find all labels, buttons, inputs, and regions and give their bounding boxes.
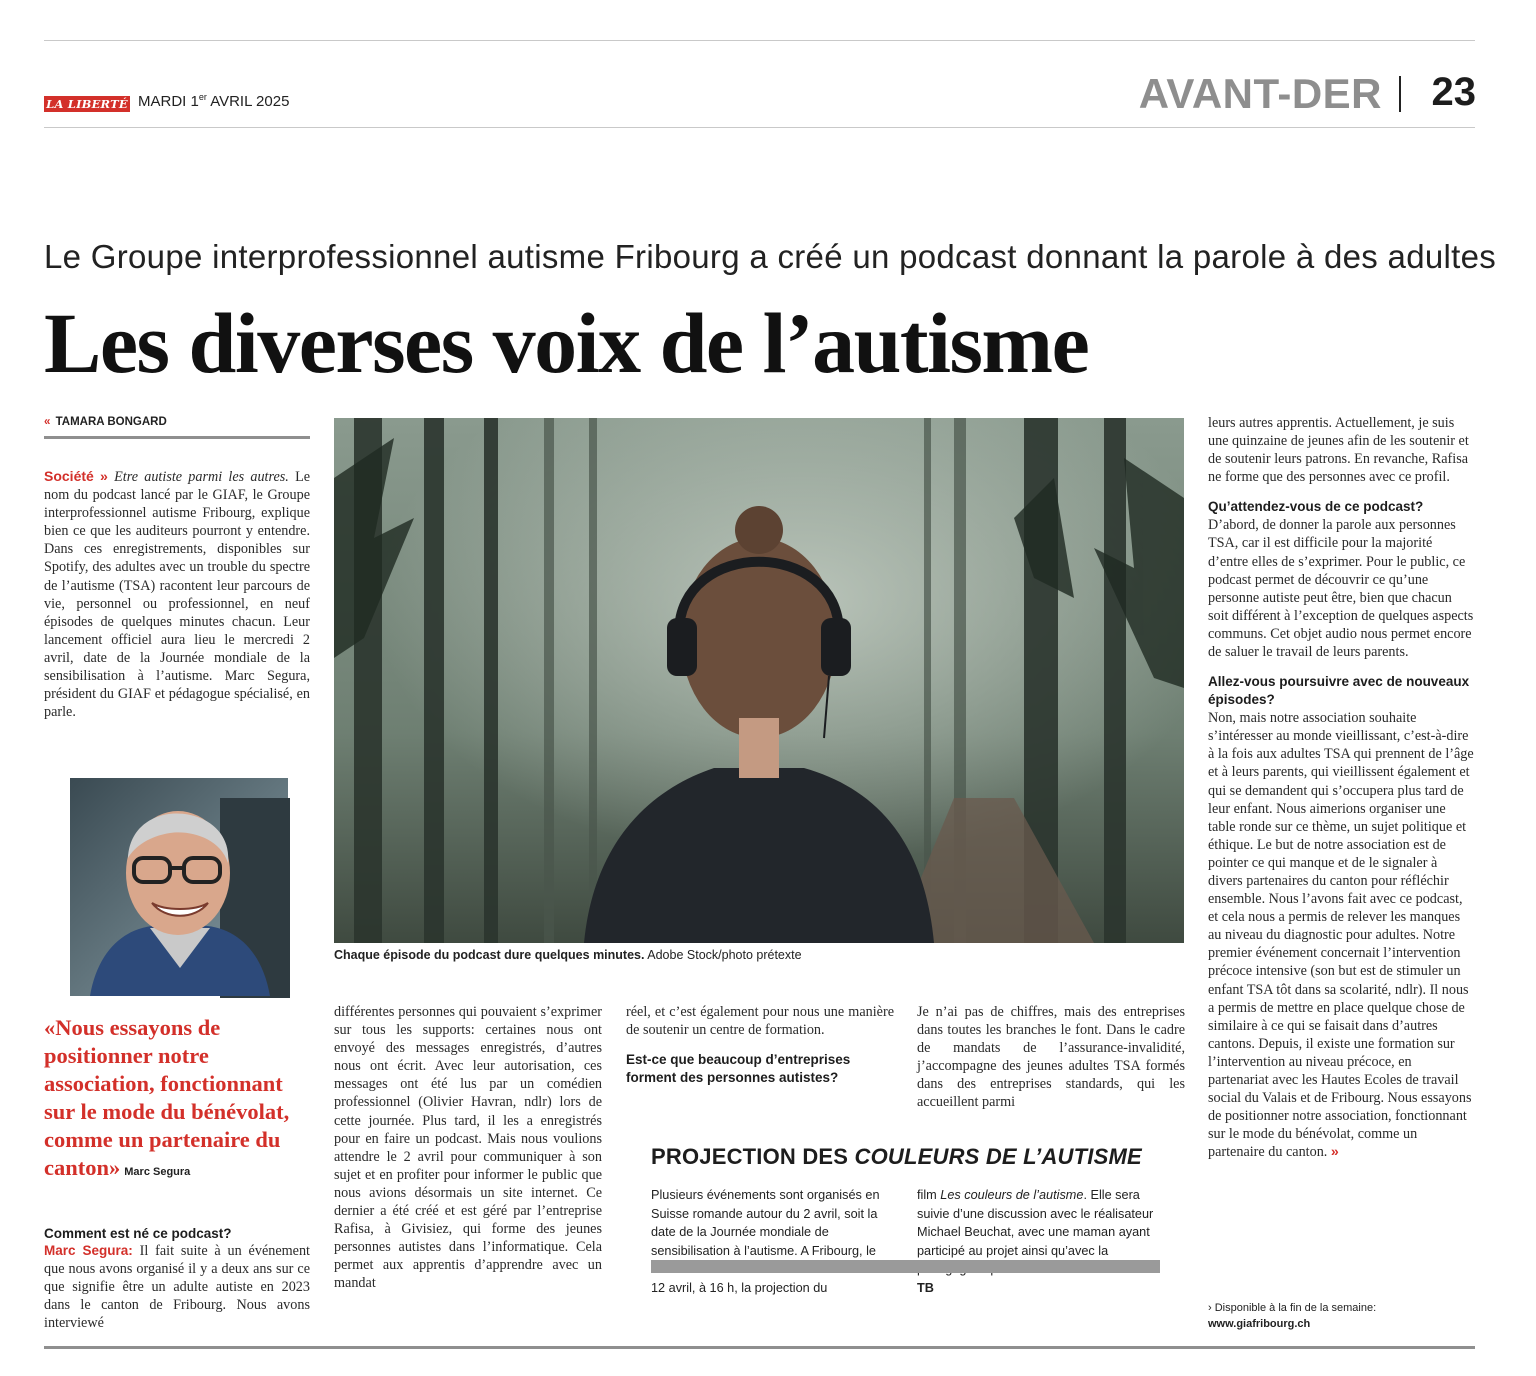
photo-caption: Chaque épisode du podcast dure quelques minutes. Adobe Stock/photo prétexte (334, 948, 802, 962)
forest-headphones-illustration (334, 418, 1184, 943)
body-column-5: leurs autres apprentis. Actuellement, je suis une quinzaine de jeunes afin de les soutenir et de soutenir leurs patrons. En revanche, Rafisa ne forme que des personnes avec ce profil. Qu’attendez-vous de ce podcast? D’abord, de donner la parole aux personnes TSA, car il est difficile pour la majorité d’entre elles de s’exprimer. Pour le public, ce podcast permet de découvrir ce qu’une personne autiste peut être, bien que chacun soit différent à l’exception de quelques aspects communs. Cet objet audio nous permet encore de saluer le travail de leurs parents. Allez-vous poursuivre avec de nouveaux épisodes? Non, mais notre association souhaite s’intéresser au monde vieillissant, c’est-à-dire à la fois aux adultes TSA qui prennent de l’âge et à leurs parents, qui vieillissent également et qui se demandent qui s’occupera plus tard de leur enfant. Nous aimerions organiser une table ronde sur ce thème, un sujet politique et éthique. Le but de notre association est de pointer ce qui manque et de le signaler à divers partenaires du canton pour réfléchir ensemble. Nous l’avons fait avec ce podcast, et cela nous a permis de relever les manques au niveau du diagnostic pour adultes. Notre premier événement concernait l’intervention précoce intensive (son but est de stimuler un enfant TSA tôt dans sa scolarité, ndlr). Il nous a permis de mettre en place quelque chose de similaire à ce qui se faisait dans d’autres cantons. Depuis, il existe une formation sur l’intervention au niveau précoce, en partenariat avec les Hautes Ecoles de travail social du Valais et de Fribourg. Nous essayons de positionner notre association, fonctionnant sur le mode du bénévolat, comme un partenaire du canton. » (1208, 415, 1474, 1161)
question-3: Qu’attendez-vous de ce podcast? (1208, 499, 1424, 515)
byline: « TAMARA BONGARD (44, 416, 167, 428)
body-column-2: différentes personnes qui pouvaient s’exprimer sur tous les supports: certaines nous ont envoyé des messages enregistrés, d’autres nous ont écrit. Avec leur autorisation, ces messages ont été lus par un comédien professionnel (Olivier Havran, ndlr) lors de cette journée. Plus tard, il les a enregistrés pour en faire un podcast. Mais nous voulions attendre le 2 avril pour communiquer à son sujet et en profiter pour informer le public que nous avions désormais un site internet. Ce dernier a été créé et est géré par l’entreprise Rafisa, à Givisiez, qui forme des jeunes personnes autistes dans l’informatique. Cela permet aux apprentis d’apprendre avec un mandat (334, 1004, 602, 1292)
article-headline: Les diverses voix de l’autisme (44, 295, 1089, 391)
question-4: Allez-vous poursuivre avec de nouveaux épisodes? (1208, 674, 1470, 708)
issue-date: MARDI 1er AVRIL 2025 (138, 92, 290, 110)
portrait-marc-segura (70, 778, 288, 996)
box-title: PROJECTION DES COULEURS DE L’AUTISME (651, 1144, 1142, 1169)
body-column-4: Je n’ai pas de chiffres, mais des entreprises dans toutes les branches le font. Dans le cadre de mandats de l’assurance-invalidité, j’accompagne des jeunes adultes TSA formés dans des entreprises standards, qui les accueillent parmi (917, 1004, 1185, 1111)
section-name: AVANT-DER (1138, 70, 1382, 117)
question-1: Comment est né ce podcast? (44, 1226, 232, 1241)
top-rule (44, 40, 1475, 41)
byline-rule (44, 436, 310, 439)
pull-quote: «Nous essayons de positionner notre association, fonctionnant sur le mode du bénévolat, comme un partenaire du canton» Marc Segura (44, 1015, 290, 1180)
article-photo (334, 418, 1184, 943)
lead-paragraph: Société » Etre autiste parmi les autres. Le nom du podcast lancé par le GIAF, le Groupe interprofessionnel autisme Fribourg, explique bien ce que les auditeurs pourront y entendre. Dans ces enregistrements, disponibles sur Spotify, des adultes avec un trouble du spectre de l’autisme (TSA) racontent leur parcours de vie, personnel ou professionnel, en neuf épisodes de quelques minutes chacun. Leur lancement officiel aura lieu le mercredi 2 avril, date de la Journée mondiale de la sensibilisation à l’autisme. Marc Segura, président du GIAF et pédagogue spécialisé, en parle. (44, 468, 311, 721)
bottom-rule (44, 1346, 1475, 1349)
arrow-right-icon: › (1208, 1302, 1212, 1314)
interview-a1: Marc Segura: Il fait suite à un événement que nous avons organisé il y a deux ans sur ce que signifie être un adulte autiste en 2023 dans le canton de Fribourg. Nous avons interviewé (44, 1243, 310, 1332)
newspaper-logo: LA LIBERTÉ (44, 96, 130, 112)
website-link[interactable]: www.giafribourg.ch (1208, 1318, 1311, 1330)
end-mark: » (1330, 1144, 1339, 1161)
footnote: › Disponible à la fin de la semaine: www.giafribourg.ch (1208, 1302, 1377, 1330)
article-kicker: Le Groupe interprofessionnel autisme Fribourg a créé un podcast donnant la parole à des adultes (44, 238, 1497, 275)
question-2: Est-ce que beaucoup d’entreprises forment des personnes autistes? (626, 1052, 851, 1086)
box-text-left: Plusieurs événements sont organisés en Suisse romande autour du 2 avril, soit la date de la Journée mondiale de sensibilisation à l’autisme. A Fribourg, le 12 avril, à 16 h, la projection du (651, 1188, 880, 1295)
portrait-illustration (70, 778, 288, 996)
chevron-right-icon: » (100, 469, 108, 485)
box-text-right: film Les couleurs de l’autisme. Elle sera suivie d’une discussion avec le réalisateur Michael Beuchat, avec une maman ayant participé au projet ainsi qu’avec la TB (917, 1188, 1154, 1295)
page-number: 23 (1431, 70, 1476, 114)
body-column-3: réel, et c’est également pour nous une manière de soutenir un centre de formation. Est-ce que beaucoup d’entreprises forment des personnes autistes? (626, 1004, 894, 1086)
chevron-left-icon: « (44, 416, 51, 428)
box-bottom-bar (651, 1260, 1160, 1273)
header-rule (44, 127, 1475, 128)
header-separator (1399, 76, 1401, 112)
